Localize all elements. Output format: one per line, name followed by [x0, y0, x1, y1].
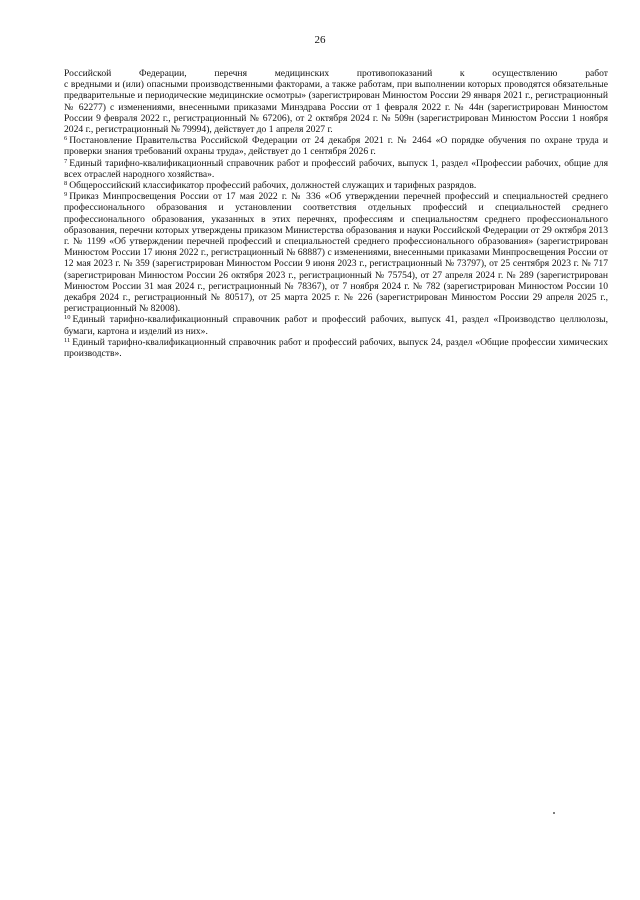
footnote-mark: 10 — [64, 314, 71, 322]
footnote-continuation-first-line: Российской Федерации, перечня медицинских противопоказаний к осуществлению работ — [64, 68, 608, 79]
footnote-mark: 7 — [64, 157, 68, 165]
footnote-10 — [64, 314, 608, 336]
footnote-7 — [64, 158, 608, 180]
footnote-mark: 6 — [64, 135, 68, 143]
footnote-text: Единый тарифно-квалификационный справочник работ и профессий рабочих, выпуск 41, раздел «Производство целлюлозы, бумаги, картона и изделий из них». — [64, 314, 608, 337]
footnote-11 — [64, 337, 608, 359]
footnote-6 — [64, 135, 608, 157]
footnote-text: Единый тарифно-квалификационный справочник работ и профессий рабочих, выпуск 1, раздел «Профессии рабочих, общие для всех отраслей народного хозяйства». — [64, 157, 608, 180]
footnote-9 — [64, 191, 608, 314]
footnote-text: Общероссийский классификатор профессий рабочих, должностей служащих и тарифных разрядов. — [69, 180, 477, 192]
footnote-5-continuation — [64, 68, 608, 135]
scan-speck — [553, 812, 555, 814]
footnote-continuation-text: с вредными и (или) опасными производственными факторами, а также работам, при выполнении которых проводятся обязательные предварительные и периодические медицинские осмотры» (зарегистрирован Минюстом России 29 января 2021 г., регистрационный № 62277) с изменениями, внесенными приказами Минздрава России от 1 февраля 2022 г. № 44н (зарегистрирован Минюстом России 9 февраля 2022 г., регистрационный № 67206), от 2 октября 2024 г. № 509н (зарегистрирован Минюстом России 1 ноября 2024 г., регистрационный № 79994), действует до 1 апреля 2027 г. — [64, 79, 608, 136]
footnote-text: Единый тарифно-квалификационный справочник работ и профессий рабочих, выпуск 24, раздел «Общие профессии химических производств». — [64, 336, 608, 360]
footnote-text: Приказ Минпросвещения России от 17 мая 2022 г. № 336 «Об утверждении перечней профессий и специальностей среднего профессионального образования и установлении соответствия отдельных профессий и специальностей среднего профессионального образования, указанных в этих перечнях, профессиям и специальностям среднего профессионального образования, перечни которых утверждены приказом Министерства образования и науки Российской Федерации от 29 октября 2013 г. № 1199 «Об утверждении перечней профессий и специальностей среднего профессионального образования» (зарегистрирован Минюстом России 17 июня 2022 г., регистрационный № 68887) с изменениями, внесенными приказами Минпросвещения России от 12 мая 2023 г. № 359 (зарегистрирован Минюстом России 9 июня 2023 г., регистрационный № 73797), от 25 сентября 2023 г. № 717 (зарегистрирован Минюстом России 26 октября 2023 г., регистрационный № 75754), от 27 апреля 2024 г. № 289 (зарегистрирован Минюстом России 31 мая 2024 г., регистрационный № 78367), от 7 ноября 2024 г. № 782 (зарегистрирован Минюстом России 10 декабря 2024 г., регистрационный № 80517), от 25 марта 2025 г. № 226 (зарегистрирован Минюстом России 29 апреля 2025 г., регистрационный № 82008). — [64, 191, 608, 315]
page-number: 26 — [314, 34, 326, 46]
footnote-8 — [64, 180, 608, 191]
footnote-text: Постановление Правительства Российской Федерации от 24 декабря 2021 г. № 2464 «О порядке обучения по охране труда и проверки знания требований охраны труда», действует до 1 сентября 2026 г. — [64, 135, 608, 158]
footnote-mark: 8 — [64, 180, 68, 188]
footnote-mark: 9 — [64, 191, 68, 199]
footnotes-block — [64, 68, 608, 359]
footnote-mark: 11 — [64, 336, 71, 344]
